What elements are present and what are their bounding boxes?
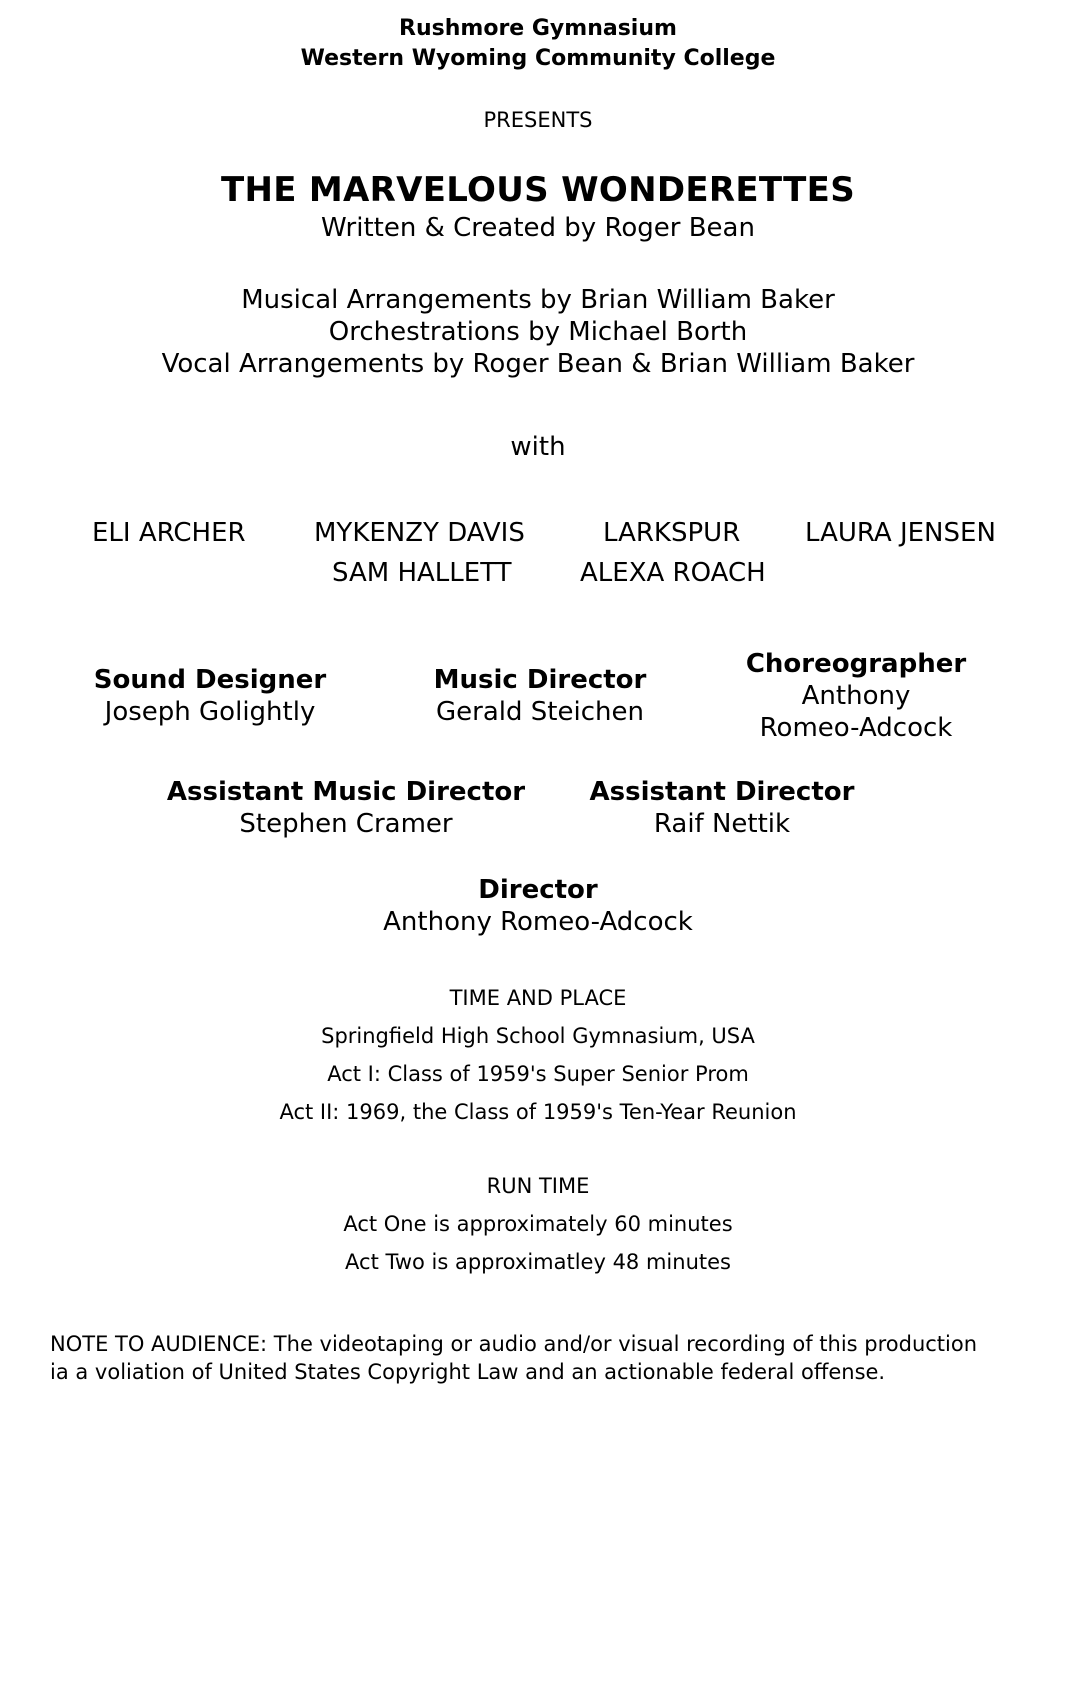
written-by: Written & Created by Roger Bean <box>321 213 755 243</box>
show-title: THE MARVELOUS WONDERETTES <box>221 170 855 210</box>
role-name: Gerald Steichen <box>436 697 644 727</box>
time-and-place-line: Springfield High School Gymnasium, USA <box>321 1024 755 1048</box>
sound-designer-credit <box>60 664 360 728</box>
role-title: Director <box>478 875 598 905</box>
cast-member: SAM HALLETT <box>332 558 512 588</box>
cast-member: LARKSPUR <box>603 518 741 548</box>
role-name: Raif Nettik <box>653 809 791 839</box>
presents-label: PRESENTS <box>483 108 593 132</box>
with-label: with <box>510 432 566 462</box>
choreographer-credit <box>706 648 1006 744</box>
role-name: Anthony <box>801 681 911 711</box>
time-and-place-line: Act II: 1969, the Class of 1959's Ten-Year Reunion <box>279 1100 797 1124</box>
time-and-place-line: Act I: Class of 1959's Super Senior Prom <box>327 1062 749 1086</box>
run-time-heading: RUN TIME <box>486 1174 590 1198</box>
role-title: Assistant Director <box>589 777 855 807</box>
venue-name: Rushmore Gymnasium <box>399 16 677 41</box>
audience-note: NOTE TO AUDIENCE: The videotaping or audio and/or visual recording of this production ia a voliation of United States Copyright Law and an actionable federal offense. <box>50 1332 978 1384</box>
run-time-line: Act One is approximately 60 minutes <box>343 1212 733 1236</box>
role-title: Music Director <box>433 665 647 695</box>
music-director-credit <box>390 664 690 728</box>
assistant-director-credit <box>572 776 872 840</box>
run-time-line: Act Two is approximatley 48 minutes <box>345 1250 731 1274</box>
time-and-place-heading: TIME AND PLACE <box>449 986 627 1010</box>
role-title: Sound Designer <box>93 665 327 695</box>
cast-member: LAURA JENSEN <box>805 518 996 548</box>
musical-arrangements: Musical Arrangements by Brian William Baker <box>241 285 835 315</box>
role-title: Choreographer <box>745 649 967 679</box>
cast-member: ALEXA ROACH <box>580 558 766 588</box>
cast-member: ELI ARCHER <box>92 518 246 548</box>
cast-member: MYKENZY DAVIS <box>314 518 525 548</box>
role-name: Joseph Golightly <box>104 697 316 727</box>
college-name: Western Wyoming Community College <box>300 46 776 71</box>
role-name: Anthony Romeo-Adcock <box>383 907 693 937</box>
role-title: Assistant Music Director <box>166 777 526 807</box>
orchestrations: Orchestrations by Michael Borth <box>328 317 748 347</box>
role-name: Romeo-Adcock <box>759 713 953 743</box>
assistant-music-director-credit <box>146 776 546 840</box>
vocal-arrangements: Vocal Arrangements by Roger Bean & Brian William Baker <box>161 349 915 379</box>
director-credit <box>338 874 738 938</box>
role-name: Stephen Cramer <box>239 809 453 839</box>
